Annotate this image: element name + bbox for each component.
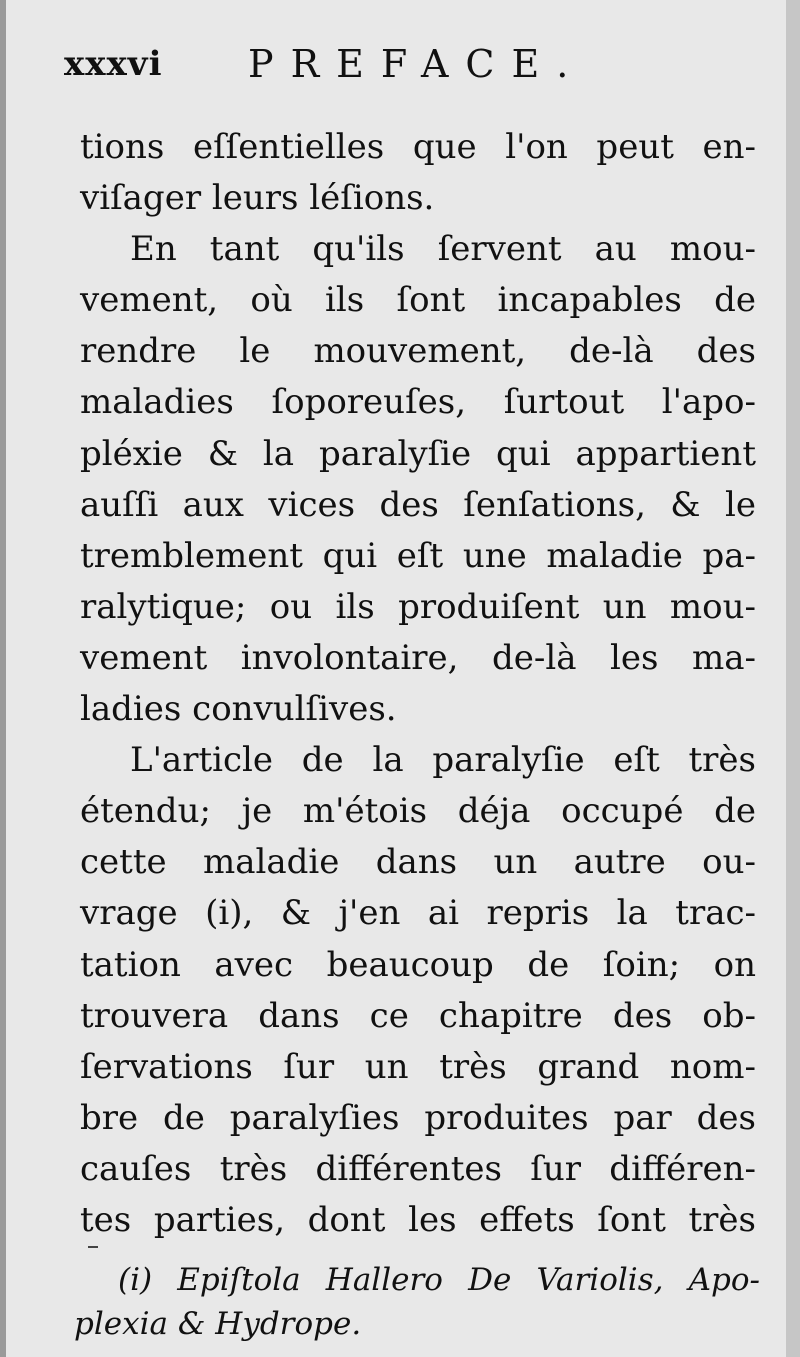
text-line: vrage (i), & j'en ai repris la trac- — [80, 893, 756, 934]
body-text — [80, 122, 756, 1246]
text-line: L'article de la paralyſie eſt très — [130, 740, 756, 781]
text-line: cette maladie dans un autre ou- — [80, 842, 756, 883]
footnote-line: (i) Epiſtola Hallero De Variolis, Apo- — [118, 1262, 760, 1298]
text-line: ſervations ſur un très grand nom- — [80, 1046, 756, 1087]
page-number: xxxvi — [64, 44, 163, 84]
running-head: PREFACE. — [248, 42, 586, 86]
text-line: rendre le mouvement, de-là des — [80, 331, 756, 372]
text-line: trouvera dans ce chapitre des ob- — [80, 995, 756, 1036]
text-line: vement involontaire, de-là les ma- — [80, 637, 756, 678]
text-line: tions eſſentielles que l'on peut en- — [80, 127, 756, 167]
text-line: vement, où ils ſont incapables de — [80, 280, 756, 321]
text-line: tes parties, dont les effets ſont très — [80, 1199, 756, 1240]
text-line: viſager leurs léſions. — [80, 178, 435, 219]
text-line: cauſes très différentes ſur différen- — [80, 1148, 756, 1189]
text-line: En tant qu'ils ſervent au mou- — [130, 229, 756, 270]
footnote-line: plexia & Hydrope. — [74, 1306, 362, 1342]
text-line: ralytique; ou ils produiſent un mou- — [80, 586, 756, 627]
text-line: pléxie & la paralyſie qui appartient — [80, 433, 756, 474]
text-line: ladies convulſives. — [80, 689, 397, 730]
text-line: bre de paralyſies produites par des — [80, 1097, 756, 1138]
text-line: tation avec beaucoup de ſoin; on — [80, 944, 756, 985]
text-line: maladies ſoporeuſes, ſurtout l'apo- — [80, 382, 756, 423]
text-line: tremblement qui eſt une maladie pa- — [80, 535, 756, 576]
text-line: auſſi aux vices des ſenſations, & le — [80, 484, 756, 525]
footnote-mark — [88, 1246, 98, 1248]
page-header — [64, 34, 764, 94]
text-line: étendu; je m'étois déja occupé de — [80, 791, 756, 832]
footnote — [74, 1258, 760, 1346]
